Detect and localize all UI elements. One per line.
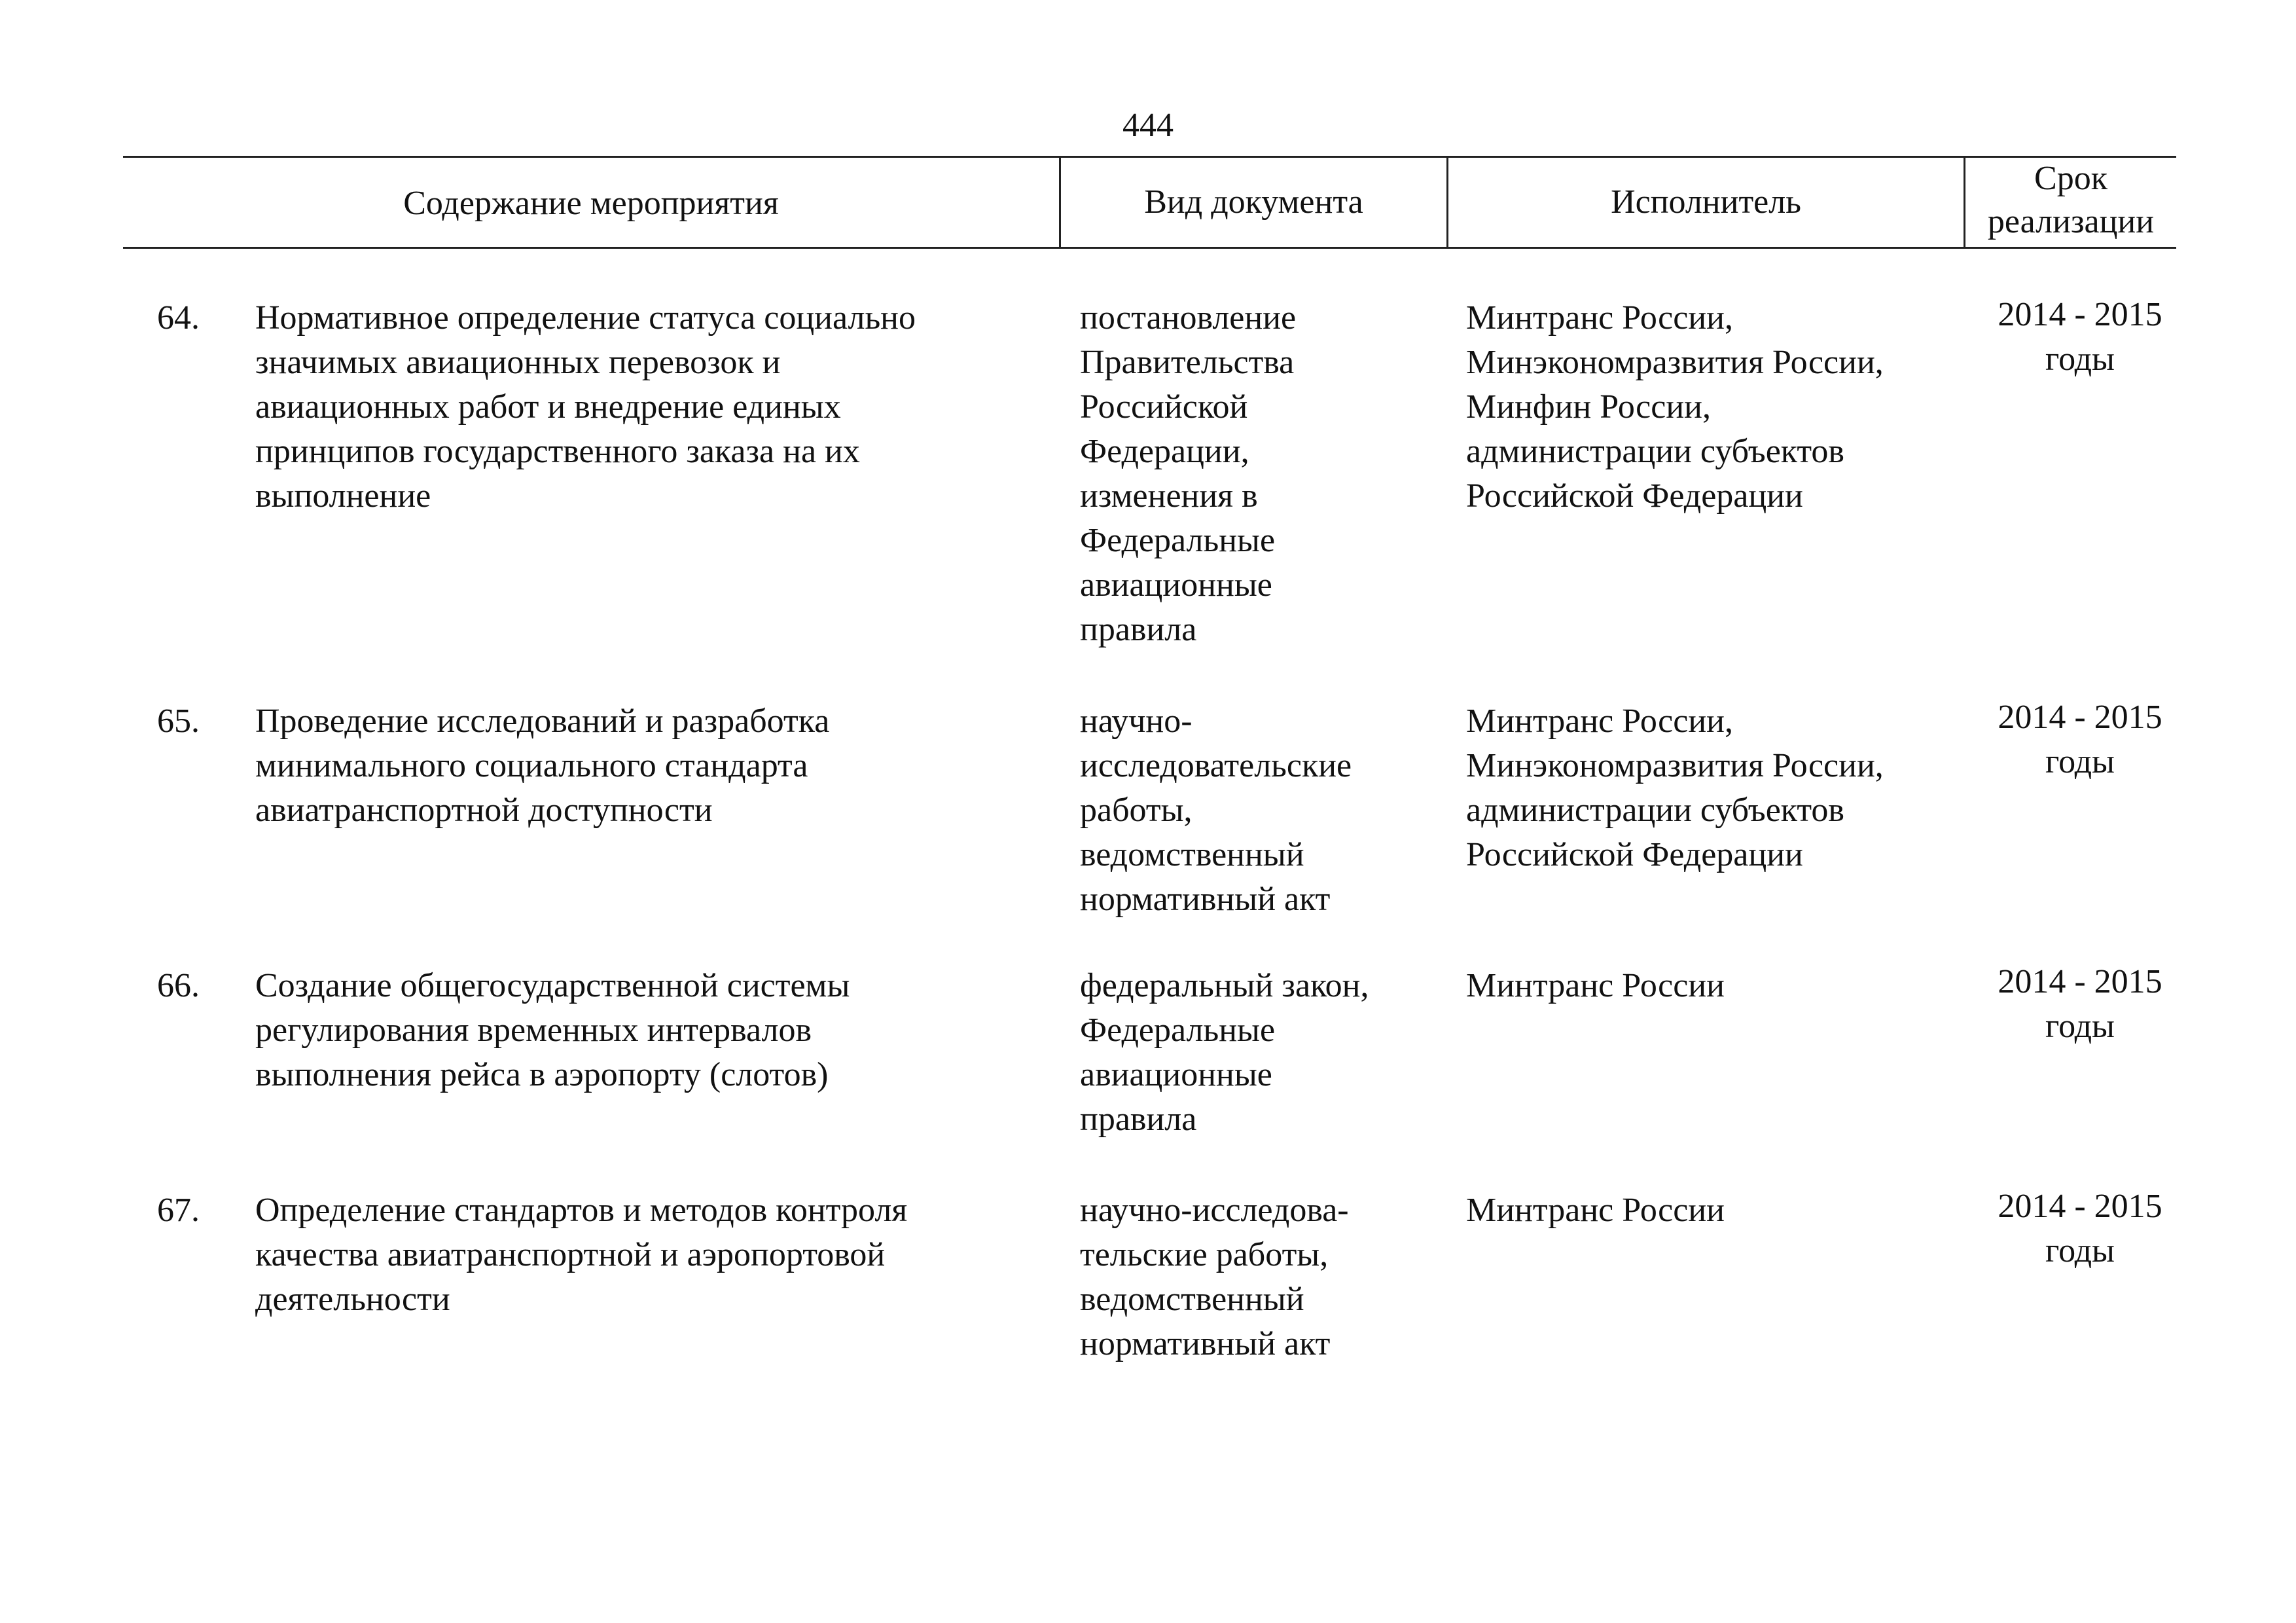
row-number: 65.	[157, 702, 200, 740]
header-executor: Исполнитель	[1611, 183, 1801, 221]
row-term: 2014 - 2015 годы	[1998, 963, 2162, 1045]
page-number: 444	[1122, 107, 1174, 144]
row-content: Проведение исследований и разработка минимального социального стандарта авиатранспортной доступности	[255, 702, 830, 829]
header-doc-type: Вид документа	[1144, 183, 1363, 221]
row-number: 66.	[157, 967, 200, 1004]
row-content: Нормативное определение статуса социально значимых авиационных перевозок и авиационных работ и внедрение единых принципов государственного заказа на их выполнение	[255, 299, 916, 515]
row-doc-type: постановление Правительства Российской Федерации, изменения в Федеральные авиационные правила	[1080, 299, 1297, 648]
row-content: Создание общегосударственной системы регулирования временных интервалов выполнения рейса в аэропорту (слотов)	[255, 967, 850, 1093]
row-executor: Минтранс России	[1466, 967, 1725, 1004]
header-top-rule	[123, 156, 2176, 158]
row-term: 2014 - 2015 годы	[1998, 1188, 2162, 1269]
row-content: Определение стандартов и методов контроля качества авиатранспортной и аэропортовой деятельности	[255, 1192, 908, 1318]
row-number: 67.	[157, 1192, 200, 1229]
header-term: Срок реализации	[1987, 160, 2155, 240]
row-term: 2014 - 2015 годы	[1998, 699, 2162, 780]
row-term: 2014 - 2015 годы	[1998, 296, 2162, 378]
row-executor: Минтранс России, Минэкономразвития России, администрации субъектов Российской Федерации	[1466, 702, 1884, 873]
header-content: Содержание мероприятия	[403, 185, 779, 222]
row-executor: Минтранс России, Минэкономразвития России, Минфин России, администрации субъектов Российской Федерации	[1466, 299, 1884, 515]
row-number: 64.	[157, 299, 200, 337]
row-doc-type: научно-исследова- тельские работы, ведомственный нормативный акт	[1080, 1192, 1349, 1362]
row-doc-type: научно- исследовательские работы, ведомственный нормативный акт	[1080, 702, 1352, 918]
header-bottom-rule	[123, 247, 2176, 249]
row-executor: Минтранс России	[1466, 1192, 1725, 1229]
row-doc-type: федеральный закон, Федеральные авиационные правила	[1080, 967, 1369, 1138]
